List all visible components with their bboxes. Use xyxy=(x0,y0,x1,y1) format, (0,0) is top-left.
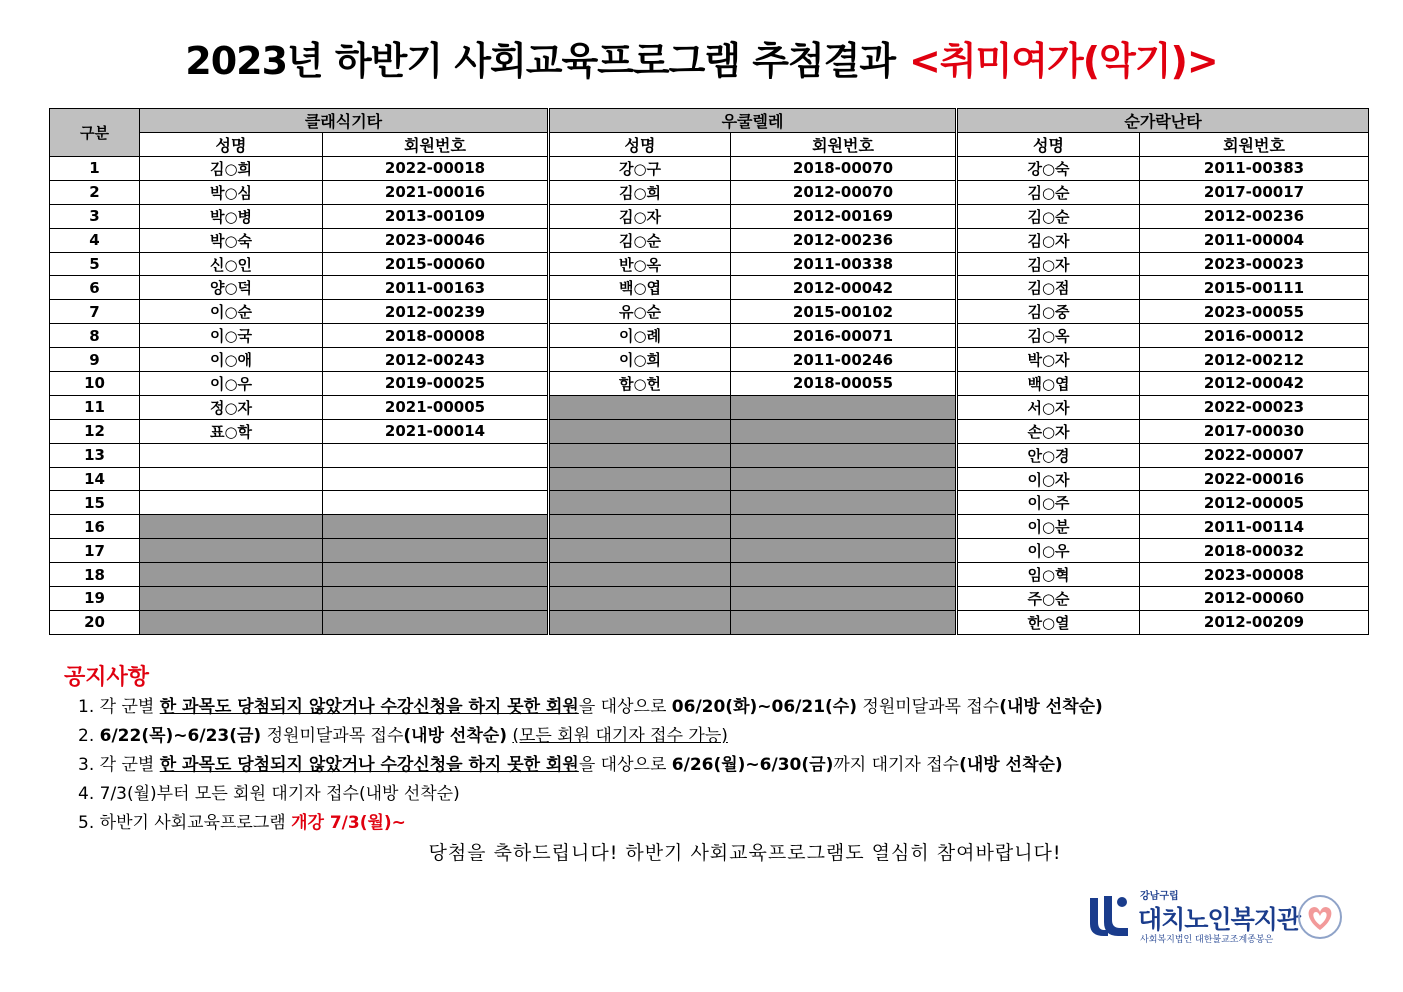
nanta-member-number-cell: 2012-00236 xyxy=(1140,204,1369,228)
classic-guitar-member-number-cell: 2015-00060 xyxy=(323,252,549,276)
classic-guitar-member-number-cell: 2012-00243 xyxy=(323,348,549,372)
ukulele-member-number-cell xyxy=(731,539,957,563)
table-row xyxy=(50,157,1369,181)
nanta-name-cell: 백○엽 xyxy=(957,372,1140,396)
item-number: 1. xyxy=(78,697,95,717)
table-row xyxy=(50,563,1369,587)
row-number-cell: 2 xyxy=(50,180,140,204)
table-row xyxy=(50,228,1369,252)
ukulele-member-number-cell xyxy=(731,443,957,467)
ukulele-member-number-cell xyxy=(731,419,957,443)
classic-guitar-name-cell: 김○희 xyxy=(140,157,323,181)
group-header-classic-guitar: 클래식기타 xyxy=(140,109,549,133)
group-header-ukulele: 우쿨렐레 xyxy=(549,109,957,133)
row-number-cell: 4 xyxy=(50,228,140,252)
nanta-member-number-cell: 2011-00383 xyxy=(1140,157,1369,181)
ukulele-member-number-cell xyxy=(731,563,957,587)
ukulele-name-cell xyxy=(549,443,731,467)
nanta-member-number-cell: 2023-00055 xyxy=(1140,300,1369,324)
row-number-cell: 1 xyxy=(50,157,140,181)
classic-guitar-member-number-cell: 2021-00016 xyxy=(323,180,549,204)
row-number-cell: 15 xyxy=(50,491,140,515)
table-row xyxy=(50,395,1369,419)
notice-item-1 xyxy=(78,693,1103,722)
name-column-header: 성명 xyxy=(549,133,731,157)
item-text: 을 대상으로 xyxy=(578,697,667,717)
logo-name: 대치노인복지관 xyxy=(1138,905,1301,934)
classic-guitar-name-cell xyxy=(140,491,323,515)
classic-guitar-member-number-cell: 2013-00109 xyxy=(323,204,549,228)
nanta-member-number-cell: 2012-00209 xyxy=(1140,610,1369,634)
nanta-name-cell: 주○순 xyxy=(957,587,1140,611)
nanta-member-number-cell: 2015-00111 xyxy=(1140,276,1369,300)
table-row xyxy=(50,372,1369,396)
member-number-column-header: 회원번호 xyxy=(323,133,549,157)
classic-guitar-member-number-cell: 2012-00239 xyxy=(323,300,549,324)
classic-guitar-member-number-cell: 2018-00008 xyxy=(323,324,549,348)
ukulele-name-cell xyxy=(549,539,731,563)
lottery-result-table xyxy=(49,108,1369,635)
nanta-member-number-cell: 2023-00023 xyxy=(1140,252,1369,276)
classic-guitar-member-number-cell xyxy=(323,587,549,611)
name-column-header: 성명 xyxy=(957,133,1140,157)
classic-guitar-name-cell: 이○우 xyxy=(140,372,323,396)
row-number-cell: 16 xyxy=(50,515,140,539)
ukulele-member-number-cell: 2012-00042 xyxy=(731,276,957,300)
nanta-name-cell: 이○주 xyxy=(957,491,1140,515)
item-date: 06/20(화)~06/21(수) xyxy=(671,697,857,717)
notice-item-5 xyxy=(78,809,1103,838)
item-emphasis: (내방 선착순) xyxy=(999,697,1103,717)
ukulele-member-number-cell: 2015-00102 xyxy=(731,300,957,324)
classic-guitar-name-cell xyxy=(140,610,323,634)
classic-guitar-member-number-cell: 2021-00005 xyxy=(323,395,549,419)
member-number-column-header: 회원번호 xyxy=(1140,133,1369,157)
ukulele-name-cell: 강○구 xyxy=(549,157,731,181)
item-number: 5. xyxy=(78,813,95,833)
item-emphasis: 한 과목도 당첨되지 않았거나 수강신청을 하지 못한 회원 xyxy=(159,697,579,717)
row-number-cell: 12 xyxy=(50,419,140,443)
nanta-member-number-cell: 2011-00004 xyxy=(1140,228,1369,252)
row-number-cell: 8 xyxy=(50,324,140,348)
nanta-member-number-cell: 2017-00017 xyxy=(1140,180,1369,204)
classic-guitar-name-cell: 박○병 xyxy=(140,204,323,228)
ukulele-name-cell xyxy=(549,587,731,611)
ukulele-name-cell: 김○자 xyxy=(549,204,731,228)
ukulele-member-number-cell: 2012-00070 xyxy=(731,180,957,204)
item-highlight: 개강 7/3(월)~ xyxy=(291,813,406,833)
nanta-name-cell: 강○숙 xyxy=(957,157,1140,181)
nanta-name-cell: 김○자 xyxy=(957,252,1140,276)
logo-subtitle: 강남구립 xyxy=(1140,891,1179,902)
classic-guitar-member-number-cell xyxy=(323,515,549,539)
classic-guitar-name-cell xyxy=(140,539,323,563)
row-number-cell: 9 xyxy=(50,348,140,372)
row-number-cell: 14 xyxy=(50,467,140,491)
nanta-name-cell: 이○우 xyxy=(957,539,1140,563)
classic-guitar-name-cell xyxy=(140,587,323,611)
title-accent: <취미여가(악기)> xyxy=(909,39,1218,83)
nanta-name-cell: 박○자 xyxy=(957,348,1140,372)
item-text: 하반기 사회교육프로그램 xyxy=(99,813,286,833)
logo-footer: 사회복지법인 대한불교조계종봉은 xyxy=(1140,935,1274,945)
classic-guitar-member-number-cell: 2023-00046 xyxy=(323,228,549,252)
classic-guitar-member-number-cell xyxy=(323,443,549,467)
ukulele-name-cell: 이○희 xyxy=(549,348,731,372)
item-number: 4. xyxy=(78,784,95,804)
nanta-name-cell: 김○순 xyxy=(957,204,1140,228)
row-number-cell: 13 xyxy=(50,443,140,467)
row-number-cell: 6 xyxy=(50,276,140,300)
classic-guitar-name-cell: 신○인 xyxy=(140,252,323,276)
ukulele-name-cell xyxy=(549,491,731,515)
table-row xyxy=(50,539,1369,563)
nanta-name-cell: 김○자 xyxy=(957,228,1140,252)
classic-guitar-name-cell: 표○학 xyxy=(140,419,323,443)
item-number: 2. xyxy=(78,726,95,746)
classic-guitar-member-number-cell xyxy=(323,491,549,515)
item-text: 정원미달과목 접수 xyxy=(266,726,404,746)
classic-guitar-name-cell: 양○덕 xyxy=(140,276,323,300)
ukulele-member-number-cell: 2016-00071 xyxy=(731,324,957,348)
item-date: 6/22(목)~6/23(금) xyxy=(99,726,262,746)
classic-guitar-member-number-cell: 2019-00025 xyxy=(323,372,549,396)
page-title xyxy=(0,30,1403,85)
classic-guitar-name-cell: 이○국 xyxy=(140,324,323,348)
ukulele-name-cell: 함○헌 xyxy=(549,372,731,396)
nanta-member-number-cell: 2012-00060 xyxy=(1140,587,1369,611)
table-row xyxy=(50,419,1369,443)
ukulele-name-cell: 유○순 xyxy=(549,300,731,324)
ukulele-name-cell: 김○순 xyxy=(549,228,731,252)
row-number-cell: 11 xyxy=(50,395,140,419)
nanta-name-cell: 서○자 xyxy=(957,395,1140,419)
ukulele-member-number-cell: 2018-00055 xyxy=(731,372,957,396)
title-main: 2023년 하반기 사회교육프로그램 추첨결과 xyxy=(185,39,896,83)
ukulele-name-cell xyxy=(549,467,731,491)
classic-guitar-name-cell: 박○숙 xyxy=(140,228,323,252)
item-text: 각 군별 xyxy=(99,755,155,775)
classic-guitar-name-cell xyxy=(140,563,323,587)
ukulele-member-number-cell: 2011-00338 xyxy=(731,252,957,276)
nanta-member-number-cell: 2018-00032 xyxy=(1140,539,1369,563)
nanta-member-number-cell: 2022-00023 xyxy=(1140,395,1369,419)
table-row xyxy=(50,204,1369,228)
ukulele-member-number-cell xyxy=(731,610,957,634)
nanta-name-cell: 손○자 xyxy=(957,419,1140,443)
nanta-member-number-cell: 2022-00007 xyxy=(1140,443,1369,467)
division-header: 구분 xyxy=(50,109,140,157)
ukulele-member-number-cell: 2012-00169 xyxy=(731,204,957,228)
ukulele-name-cell: 김○희 xyxy=(549,180,731,204)
nanta-member-number-cell: 2012-00042 xyxy=(1140,372,1369,396)
row-number-cell: 5 xyxy=(50,252,140,276)
table-row xyxy=(50,348,1369,372)
classic-guitar-name-cell xyxy=(140,467,323,491)
member-number-column-header: 회원번호 xyxy=(731,133,957,157)
table-row xyxy=(50,443,1369,467)
nanta-name-cell: 김○순 xyxy=(957,180,1140,204)
item-date: 6/26(월)~6/30(금) xyxy=(671,755,834,775)
item-text: 각 군별 xyxy=(99,697,155,717)
table-row xyxy=(50,324,1369,348)
ukulele-name-cell xyxy=(549,515,731,539)
ukulele-member-number-cell xyxy=(731,587,957,611)
nanta-name-cell: 김○중 xyxy=(957,300,1140,324)
classic-guitar-name-cell: 이○애 xyxy=(140,348,323,372)
classic-guitar-member-number-cell xyxy=(323,539,549,563)
classic-guitar-member-number-cell: 2011-00163 xyxy=(323,276,549,300)
ukulele-member-number-cell: 2011-00246 xyxy=(731,348,957,372)
row-number-cell: 10 xyxy=(50,372,140,396)
center-mark-icon xyxy=(1086,890,1132,940)
nanta-member-number-cell: 2012-00212 xyxy=(1140,348,1369,372)
classic-guitar-name-cell: 이○순 xyxy=(140,300,323,324)
row-number-cell: 18 xyxy=(50,563,140,587)
classic-guitar-member-number-cell xyxy=(323,563,549,587)
row-number-cell: 17 xyxy=(50,539,140,563)
row-number-cell: 20 xyxy=(50,610,140,634)
congratulations-message: 당첨을 축하드립니다! 하반기 사회교육프로그램도 열심히 참여바랍니다! xyxy=(428,842,1062,864)
table-row xyxy=(50,180,1369,204)
classic-guitar-name-cell xyxy=(140,515,323,539)
nanta-member-number-cell: 2022-00016 xyxy=(1140,467,1369,491)
ukulele-member-number-cell: 2018-00070 xyxy=(731,157,957,181)
welfare-center-logo xyxy=(1086,884,1346,948)
ukulele-name-cell: 백○엽 xyxy=(549,276,731,300)
nanta-member-number-cell: 2016-00012 xyxy=(1140,324,1369,348)
item-text: 까지 대기자 접수 xyxy=(833,755,960,775)
notice-heading: 공지사항 xyxy=(64,665,150,690)
ukulele-name-cell xyxy=(549,563,731,587)
ukulele-member-number-cell xyxy=(731,515,957,539)
notice-item-3 xyxy=(78,751,1103,780)
table-row xyxy=(50,252,1369,276)
table-row xyxy=(50,515,1369,539)
item-text: 정원미달과목 접수 xyxy=(862,697,1000,717)
classic-guitar-name-cell: 정○자 xyxy=(140,395,323,419)
heart-emblem-icon xyxy=(1296,894,1344,940)
nanta-name-cell: 김○점 xyxy=(957,276,1140,300)
classic-guitar-member-number-cell: 2021-00014 xyxy=(323,419,549,443)
row-number-cell: 7 xyxy=(50,300,140,324)
classic-guitar-member-number-cell xyxy=(323,467,549,491)
notice-list xyxy=(78,693,1103,838)
classic-guitar-member-number-cell xyxy=(323,610,549,634)
ukulele-member-number-cell xyxy=(731,395,957,419)
nanta-member-number-cell: 2023-00008 xyxy=(1140,563,1369,587)
group-header-nanta: 순가락난타 xyxy=(957,109,1369,133)
table-row xyxy=(50,467,1369,491)
nanta-member-number-cell: 2012-00005 xyxy=(1140,491,1369,515)
notice-item-4 xyxy=(78,780,1103,809)
item-emphasis: (내방 선착순) xyxy=(959,755,1063,775)
nanta-member-number-cell: 2011-00114 xyxy=(1140,515,1369,539)
ukulele-member-number-cell xyxy=(731,491,957,515)
ukulele-member-number-cell: 2012-00236 xyxy=(731,228,957,252)
table-row xyxy=(50,610,1369,634)
ukulele-name-cell: 이○례 xyxy=(549,324,731,348)
row-number-cell: 3 xyxy=(50,204,140,228)
item-emphasis: (내방 선착순) xyxy=(403,726,507,746)
nanta-name-cell: 임○혁 xyxy=(957,563,1140,587)
ukulele-name-cell: 반○옥 xyxy=(549,252,731,276)
classic-guitar-name-cell xyxy=(140,443,323,467)
name-column-header: 성명 xyxy=(140,133,323,157)
nanta-name-cell: 이○자 xyxy=(957,467,1140,491)
table-row xyxy=(50,491,1369,515)
item-text: 을 대상으로 xyxy=(578,755,667,775)
nanta-member-number-cell: 2017-00030 xyxy=(1140,419,1369,443)
item-text: 7/3(월)부터 모든 회원 대기자 접수(내방 선착순) xyxy=(99,784,460,804)
item-emphasis: 한 과목도 당첨되지 않았거나 수강신청을 하지 못한 회원 xyxy=(159,755,579,775)
classic-guitar-name-cell: 박○심 xyxy=(140,180,323,204)
table-row xyxy=(50,587,1369,611)
notice-item-2 xyxy=(78,722,1103,751)
item-number: 3. xyxy=(78,755,95,775)
ukulele-member-number-cell xyxy=(731,467,957,491)
nanta-name-cell: 김○옥 xyxy=(957,324,1140,348)
table-row xyxy=(50,300,1369,324)
classic-guitar-member-number-cell: 2022-00018 xyxy=(323,157,549,181)
table-body xyxy=(50,157,1369,635)
table-row xyxy=(50,276,1369,300)
nanta-name-cell: 안○경 xyxy=(957,443,1140,467)
row-number-cell: 19 xyxy=(50,587,140,611)
ukulele-name-cell xyxy=(549,419,731,443)
nanta-name-cell: 한○열 xyxy=(957,610,1140,634)
nanta-name-cell: 이○분 xyxy=(957,515,1140,539)
ukulele-name-cell xyxy=(549,395,731,419)
item-note: (모든 회원 대기자 접수 가능) xyxy=(512,726,728,746)
ukulele-name-cell xyxy=(549,610,731,634)
